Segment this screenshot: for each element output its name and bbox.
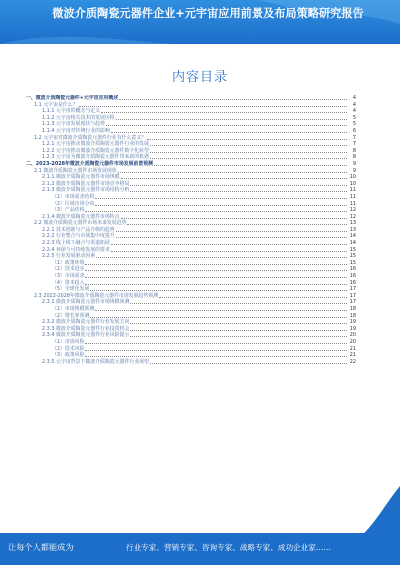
report-title: 微波介质陶瓷元器件企业+元宇宙应用前景及布局策略研究报告 bbox=[52, 7, 364, 20]
toc-entry-title: （5）全球化发展 bbox=[52, 286, 90, 293]
toc-entry-page: 4 bbox=[352, 108, 356, 115]
toc-dot-leader bbox=[111, 250, 347, 252]
toc-entry-title: （1）市场规模预测 bbox=[52, 306, 95, 312]
toc-dot-leader bbox=[90, 316, 347, 318]
toc-dot-leader bbox=[116, 118, 347, 120]
toc-entry[interactable] bbox=[26, 121, 356, 128]
toc-entry[interactable] bbox=[26, 194, 356, 201]
toc-entry[interactable] bbox=[26, 95, 356, 102]
footer-banner bbox=[0, 533, 400, 565]
toc-entry[interactable] bbox=[26, 332, 356, 339]
toc-entry-page: 14 bbox=[349, 240, 356, 247]
toc-entry-title: 2.1 微波介质陶瓷元器件市场发展现状 bbox=[34, 167, 117, 174]
toc-entry[interactable] bbox=[26, 128, 356, 135]
toc-dot-leader bbox=[79, 105, 347, 107]
toc-entry-title: 1.1.2 元宇宙相关技术的发展历程 bbox=[42, 114, 115, 121]
toc-dot-leader bbox=[85, 355, 347, 357]
toc-entry-title: 1.2.1 元宇宙推动微波介质陶瓷元器件行业的发展 bbox=[42, 141, 149, 148]
toc-entry-title: 2.3 2023-2028年微波介质陶瓷元器件市场发展趋势预测 bbox=[34, 292, 159, 299]
toc-entry-page: 4 bbox=[352, 95, 356, 101]
toc-dot-leader bbox=[150, 144, 347, 146]
toc-entry[interactable] bbox=[26, 273, 356, 280]
toc-entry-page: 9 bbox=[352, 167, 356, 174]
toc-entry[interactable] bbox=[26, 352, 356, 359]
toc-dot-leader bbox=[90, 289, 347, 291]
toc-entry-title: （2）增长率预测 bbox=[52, 312, 90, 319]
toc-entry-page: 14 bbox=[349, 233, 356, 240]
toc-dot-leader bbox=[121, 217, 347, 219]
toc-dot-leader bbox=[121, 177, 347, 179]
toc-entry-title: （1）市场需求结构 bbox=[52, 193, 95, 200]
toc-entry-title: （3）产品结构 bbox=[52, 207, 85, 214]
toc-entry[interactable] bbox=[26, 339, 356, 346]
toc-entry-title: 1.1.1 元宇宙的概念与定义 bbox=[42, 108, 101, 115]
toc-entry-title: 2.2.3 线上线下融合与渠道拓展 bbox=[42, 240, 110, 247]
toc-entry-page: 12 bbox=[349, 207, 356, 214]
toc-dot-leader bbox=[111, 243, 347, 245]
toc-entry-page: 21 bbox=[349, 345, 356, 352]
toc-entry-page: 5 bbox=[352, 114, 356, 121]
toc-entry-title: （1）政策环境 bbox=[52, 259, 85, 266]
toc-dot-leader bbox=[95, 204, 347, 206]
toc-entry-page: 9 bbox=[352, 160, 356, 167]
toc-dot-leader bbox=[106, 124, 347, 126]
toc-entry-page: 20 bbox=[349, 332, 356, 339]
toc-entry-page: 21 bbox=[349, 352, 356, 359]
toc-entry-page: 17 bbox=[349, 292, 356, 299]
toc-entry-page: 15 bbox=[349, 246, 356, 253]
toc-dot-leader bbox=[150, 157, 347, 159]
toc-entry-page: 19 bbox=[349, 325, 356, 332]
toc-entry-title: 2.3.5 元宇宙背景下微波介质陶瓷元器件行业展望 bbox=[42, 358, 149, 365]
toc-entry-title: 2.1.2 微波介质陶瓷元器件市场竞争格局 bbox=[42, 180, 130, 187]
toc-entry-title: 2.1.1 微波介质陶瓷元器件市场规模 bbox=[42, 174, 120, 181]
toc-dot-leader bbox=[127, 223, 347, 225]
toc-entry-title: （2）区域市场分布 bbox=[52, 200, 95, 207]
toc-dot-leader bbox=[159, 296, 347, 298]
toc-entry[interactable] bbox=[26, 299, 356, 306]
toc-entry-page: 16 bbox=[349, 279, 356, 286]
toc-entry-title: 2.2 微波介质陶瓷元器件市场未来发展趋势 bbox=[34, 220, 127, 227]
toc-dot-leader bbox=[116, 230, 347, 232]
toc-entry-title: 一、微波介质陶瓷元器件+元宇宙应用概述 bbox=[26, 95, 119, 101]
toc-dot-leader bbox=[85, 283, 347, 285]
table-of-contents bbox=[26, 95, 356, 547]
toc-entry-title: （4）资本投入 bbox=[52, 279, 85, 286]
toc-entry-page: 13 bbox=[349, 226, 356, 233]
toc-dot-leader bbox=[118, 171, 347, 173]
toc-entry[interactable] bbox=[26, 306, 356, 313]
toc-entry-title: 1.1.3 元宇宙发展现状与趋势 bbox=[42, 121, 105, 128]
toc-entry-page: 16 bbox=[349, 273, 356, 280]
toc-entry-title: 二、2023-2028年微波介质陶瓷元器件市场发展前景预测 bbox=[26, 160, 154, 167]
toc-entry-page: 7 bbox=[352, 141, 356, 148]
toc-dot-leader bbox=[150, 362, 347, 364]
toc-dot-leader bbox=[130, 190, 347, 192]
toc-dot-leader bbox=[130, 335, 347, 337]
toc-entry-title: 1.2.3 元宇宙为微波介质陶瓷元器件带来新的机遇 bbox=[42, 154, 149, 161]
toc-entry-title: 2.2.5 行业发展驱动因素 bbox=[42, 253, 96, 260]
toc-entry-title: 2.3.1 微波介质陶瓷元器件市场规模预测 bbox=[42, 299, 130, 306]
toc-entry-page: 11 bbox=[349, 200, 356, 207]
toc-dot-leader bbox=[111, 131, 347, 133]
toc-dot-leader bbox=[96, 256, 347, 258]
toc-entry[interactable] bbox=[26, 240, 356, 247]
toc-heading: 内容目录 bbox=[171, 70, 228, 85]
toc-entry[interactable] bbox=[26, 359, 356, 366]
toc-entry-title: 2.2.4 环保与可持续发展的要求 bbox=[42, 246, 110, 253]
toc-entry[interactable] bbox=[26, 253, 356, 260]
toc-entry[interactable] bbox=[26, 141, 356, 148]
toc-dot-leader bbox=[85, 342, 347, 344]
toc-entry-title: 2.1.3 微波介质陶瓷元器件市场结构分析 bbox=[42, 187, 130, 194]
toc-dot-leader bbox=[101, 111, 347, 113]
toc-dot-leader bbox=[85, 210, 347, 212]
toc-entry[interactable] bbox=[26, 174, 356, 181]
toc-entry[interactable] bbox=[26, 187, 356, 194]
toc-dot-leader bbox=[95, 197, 347, 199]
toc-entry-page: 11 bbox=[349, 187, 356, 194]
toc-entry-title: 1.1 元宇宙是什么？ bbox=[34, 101, 78, 108]
toc-entry[interactable] bbox=[26, 220, 356, 227]
toc-entry-title: （1）市场风险 bbox=[52, 338, 85, 345]
toc-entry-page: 18 bbox=[349, 306, 356, 312]
toc-entry-page: 15 bbox=[349, 259, 356, 266]
toc-dot-leader bbox=[130, 329, 347, 331]
toc-entry[interactable] bbox=[26, 154, 356, 161]
toc-entry[interactable] bbox=[26, 319, 356, 326]
toc-dot-leader bbox=[154, 164, 347, 166]
toc-entry-page: 18 bbox=[349, 312, 356, 319]
toc-entry-page: 22 bbox=[349, 358, 356, 365]
toc-entry-title: 2.3.2 微波介质陶瓷元器件行业发展方向 bbox=[42, 319, 130, 326]
toc-entry-page: 13 bbox=[349, 220, 356, 227]
toc-entry-page: 11 bbox=[349, 193, 356, 200]
footer-roles: 行业专家、营销专家、咨询专家、战略专家、成功企业家…… bbox=[126, 543, 332, 552]
toc-entry-title: 2.3.3 微波介质陶瓷元器件行业投资机会 bbox=[42, 325, 130, 332]
toc-entry-title: 2.3.4 微波介质陶瓷元器件行业风险提示 bbox=[42, 332, 130, 339]
toc-dot-leader bbox=[147, 138, 347, 140]
toc-entry[interactable] bbox=[26, 161, 356, 168]
toc-dot-leader bbox=[130, 322, 347, 324]
toc-entry-page: 19 bbox=[349, 319, 356, 326]
toc-entry-page: 20 bbox=[349, 338, 356, 345]
toc-entry-page: 17 bbox=[349, 286, 356, 293]
toc-entry-title: 2.2.2 行业整合与市场集中度提升 bbox=[42, 233, 115, 240]
toc-entry-title: （2）技术风险 bbox=[52, 345, 85, 352]
header-banner bbox=[0, 0, 400, 44]
toc-dot-leader bbox=[95, 309, 347, 311]
toc-entry[interactable] bbox=[26, 286, 356, 293]
toc-dot-leader bbox=[150, 151, 347, 153]
toc-dot-leader bbox=[85, 269, 347, 271]
toc-entry-title: 1.2 元宇宙对微波介质陶瓷元器件行业有什么意义？ bbox=[34, 134, 147, 141]
toc-dot-leader bbox=[85, 349, 347, 351]
toc-dot-leader bbox=[116, 236, 347, 238]
toc-entry-page: 15 bbox=[349, 253, 356, 260]
toc-entry[interactable] bbox=[26, 108, 356, 115]
toc-entry-title: 2.2.1 技术创新与产品升级的趋势 bbox=[42, 226, 115, 233]
toc-entry-page: 6 bbox=[352, 127, 356, 134]
toc-dot-leader bbox=[85, 276, 347, 278]
toc-entry-page: 5 bbox=[352, 121, 356, 128]
toc-entry-title: 1.1.4 元宇宙对传统行业的影响 bbox=[42, 127, 110, 134]
toc-entry-page: 7 bbox=[352, 134, 356, 141]
toc-entry-page: 10 bbox=[349, 180, 356, 187]
toc-entry-title: 1.2.2 元宇宙推动微波介质陶瓷元器件数字化转型 bbox=[42, 147, 149, 154]
toc-entry[interactable] bbox=[26, 207, 356, 214]
toc-entry-page: 16 bbox=[349, 266, 356, 273]
footer-slogan: 让每个人都能成为 bbox=[8, 542, 74, 552]
toc-entry-page: 17 bbox=[349, 299, 356, 306]
toc-entry-page: 10 bbox=[349, 174, 356, 181]
toc-dot-leader bbox=[85, 263, 347, 265]
toc-entry-page: 8 bbox=[352, 154, 356, 161]
toc-entry-title: （3）政策风险 bbox=[52, 352, 85, 359]
toc-entry-title: （2）技术进步 bbox=[52, 266, 85, 273]
toc-entry-title: （3）市场需求 bbox=[52, 273, 85, 280]
toc-entry-page: 4 bbox=[352, 101, 356, 108]
toc-dot-leader bbox=[119, 98, 347, 100]
toc-entry-title: 2.1.4 微波介质陶瓷元器件市场特点 bbox=[42, 213, 120, 220]
toc-entry-page: 8 bbox=[352, 147, 356, 154]
toc-dot-leader bbox=[130, 184, 347, 186]
toc-dot-leader bbox=[130, 302, 347, 304]
toc-entry-page: 12 bbox=[349, 213, 356, 220]
